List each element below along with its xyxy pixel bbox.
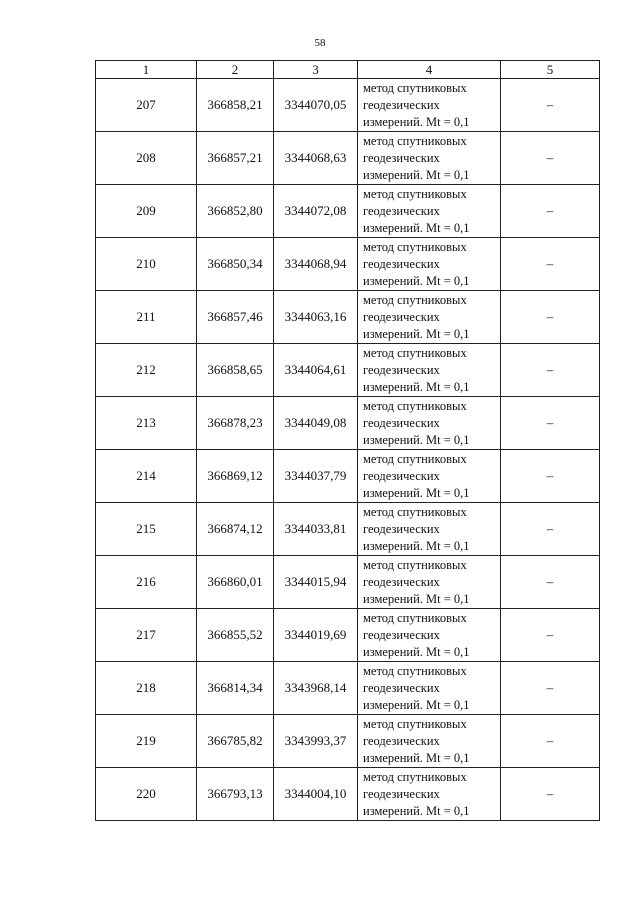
method-cell	[358, 132, 501, 185]
x-coordinate-cell: 366857,46	[197, 291, 274, 344]
x-coordinate-cell: 366878,23	[197, 397, 274, 450]
point-number-cell: 212	[96, 344, 197, 397]
point-number-cell: 215	[96, 503, 197, 556]
method-line: измерений. Mt = 0,1	[363, 644, 470, 659]
x-coordinate-cell: 366793,13	[197, 768, 274, 821]
method-line: геодезических	[363, 362, 440, 377]
method-cell	[358, 556, 501, 609]
method-line: измерений. Mt = 0,1	[363, 167, 470, 182]
table-row	[96, 450, 600, 503]
y-coordinate-cell: 3344068,94	[274, 238, 358, 291]
note-cell: –	[501, 662, 600, 715]
note-cell: –	[501, 609, 600, 662]
point-number-cell: 219	[96, 715, 197, 768]
table-body	[96, 79, 600, 821]
method-line: измерений. Mt = 0,1	[363, 326, 470, 341]
note-cell: –	[501, 768, 600, 821]
method-line: метод спутниковых	[363, 769, 467, 784]
method-line: метод спутниковых	[363, 133, 467, 148]
column-header: 3	[274, 61, 358, 79]
method-line: измерений. Mt = 0,1	[363, 803, 470, 818]
method-cell	[358, 715, 501, 768]
y-coordinate-cell: 3344049,08	[274, 397, 358, 450]
method-cell	[358, 238, 501, 291]
method-line: геодезических	[363, 680, 440, 695]
method-cell	[358, 662, 501, 715]
column-header: 4	[358, 61, 501, 79]
table-header-row	[96, 61, 600, 79]
y-coordinate-cell: 3344033,81	[274, 503, 358, 556]
coordinates-table	[95, 60, 600, 821]
point-number-cell: 216	[96, 556, 197, 609]
table-row	[96, 185, 600, 238]
method-cell	[358, 185, 501, 238]
method-cell	[358, 344, 501, 397]
column-header: 5	[501, 61, 600, 79]
method-line: измерений. Mt = 0,1	[363, 697, 470, 712]
method-line: измерений. Mt = 0,1	[363, 538, 470, 553]
point-number-cell: 209	[96, 185, 197, 238]
y-coordinate-cell: 3344070,05	[274, 79, 358, 132]
table-row	[96, 609, 600, 662]
method-line: метод спутниковых	[363, 663, 467, 678]
point-number-cell: 210	[96, 238, 197, 291]
note-cell: –	[501, 450, 600, 503]
note-cell: –	[501, 503, 600, 556]
method-line: метод спутниковых	[363, 345, 467, 360]
note-cell: –	[501, 344, 600, 397]
method-line: метод спутниковых	[363, 557, 467, 572]
method-line: метод спутниковых	[363, 80, 467, 95]
table-row	[96, 238, 600, 291]
x-coordinate-cell: 366850,34	[197, 238, 274, 291]
x-coordinate-cell: 366785,82	[197, 715, 274, 768]
method-cell	[358, 450, 501, 503]
method-line: геодезических	[363, 627, 440, 642]
method-line: геодезических	[363, 574, 440, 589]
point-number-cell: 208	[96, 132, 197, 185]
x-coordinate-cell: 366855,52	[197, 609, 274, 662]
x-coordinate-cell: 366860,01	[197, 556, 274, 609]
method-line: измерений. Mt = 0,1	[363, 591, 470, 606]
table-row	[96, 662, 600, 715]
method-line: измерений. Mt = 0,1	[363, 432, 470, 447]
note-cell: –	[501, 397, 600, 450]
method-cell	[358, 609, 501, 662]
y-coordinate-cell: 3344019,69	[274, 609, 358, 662]
x-coordinate-cell: 366852,80	[197, 185, 274, 238]
y-coordinate-cell: 3344072,08	[274, 185, 358, 238]
method-line: измерений. Mt = 0,1	[363, 379, 470, 394]
note-cell: –	[501, 79, 600, 132]
method-line: метод спутниковых	[363, 239, 467, 254]
x-coordinate-cell: 366857,21	[197, 132, 274, 185]
y-coordinate-cell: 3344015,94	[274, 556, 358, 609]
table-row	[96, 291, 600, 344]
method-line: геодезических	[363, 256, 440, 271]
method-line: геодезических	[363, 415, 440, 430]
method-line: измерений. Mt = 0,1	[363, 750, 470, 765]
method-cell	[358, 79, 501, 132]
point-number-cell: 214	[96, 450, 197, 503]
column-header: 1	[96, 61, 197, 79]
y-coordinate-cell: 3343993,37	[274, 715, 358, 768]
method-line: геодезических	[363, 150, 440, 165]
x-coordinate-cell: 366814,34	[197, 662, 274, 715]
table-row	[96, 132, 600, 185]
method-cell	[358, 503, 501, 556]
method-line: измерений. Mt = 0,1	[363, 273, 470, 288]
table-row	[96, 715, 600, 768]
point-number-cell: 220	[96, 768, 197, 821]
method-line: измерений. Mt = 0,1	[363, 485, 470, 500]
table-row	[96, 344, 600, 397]
method-cell	[358, 397, 501, 450]
method-line: метод спутниковых	[363, 398, 467, 413]
y-coordinate-cell: 3344068,63	[274, 132, 358, 185]
method-line: метод спутниковых	[363, 292, 467, 307]
y-coordinate-cell: 3343968,14	[274, 662, 358, 715]
point-number-cell: 218	[96, 662, 197, 715]
point-number-cell: 207	[96, 79, 197, 132]
table-row	[96, 768, 600, 821]
method-line: метод спутниковых	[363, 610, 467, 625]
method-line: метод спутниковых	[363, 504, 467, 519]
method-line: геодезических	[363, 521, 440, 536]
y-coordinate-cell: 3344037,79	[274, 450, 358, 503]
note-cell: –	[501, 715, 600, 768]
page-number: 58	[314, 37, 326, 49]
method-cell	[358, 291, 501, 344]
table-row	[96, 503, 600, 556]
y-coordinate-cell: 3344063,16	[274, 291, 358, 344]
method-line: геодезических	[363, 203, 440, 218]
method-line: геодезических	[363, 309, 440, 324]
method-cell	[358, 768, 501, 821]
x-coordinate-cell: 366858,65	[197, 344, 274, 397]
x-coordinate-cell: 366858,21	[197, 79, 274, 132]
note-cell: –	[501, 238, 600, 291]
method-line: геодезических	[363, 786, 440, 801]
method-line: геодезических	[363, 97, 440, 112]
y-coordinate-cell: 3344064,61	[274, 344, 358, 397]
note-cell: –	[501, 185, 600, 238]
note-cell: –	[501, 132, 600, 185]
method-line: метод спутниковых	[363, 716, 467, 731]
method-line: метод спутниковых	[363, 451, 467, 466]
x-coordinate-cell: 366874,12	[197, 503, 274, 556]
point-number-cell: 217	[96, 609, 197, 662]
table-row	[96, 397, 600, 450]
method-line: измерений. Mt = 0,1	[363, 114, 470, 129]
method-line: метод спутниковых	[363, 186, 467, 201]
method-line: геодезических	[363, 733, 440, 748]
note-cell: –	[501, 291, 600, 344]
column-header: 2	[197, 61, 274, 79]
method-line: геодезических	[363, 468, 440, 483]
x-coordinate-cell: 366869,12	[197, 450, 274, 503]
table-row	[96, 556, 600, 609]
point-number-cell: 213	[96, 397, 197, 450]
point-number-cell: 211	[96, 291, 197, 344]
method-line: измерений. Mt = 0,1	[363, 220, 470, 235]
y-coordinate-cell: 3344004,10	[274, 768, 358, 821]
note-cell: –	[501, 556, 600, 609]
table-row	[96, 79, 600, 132]
